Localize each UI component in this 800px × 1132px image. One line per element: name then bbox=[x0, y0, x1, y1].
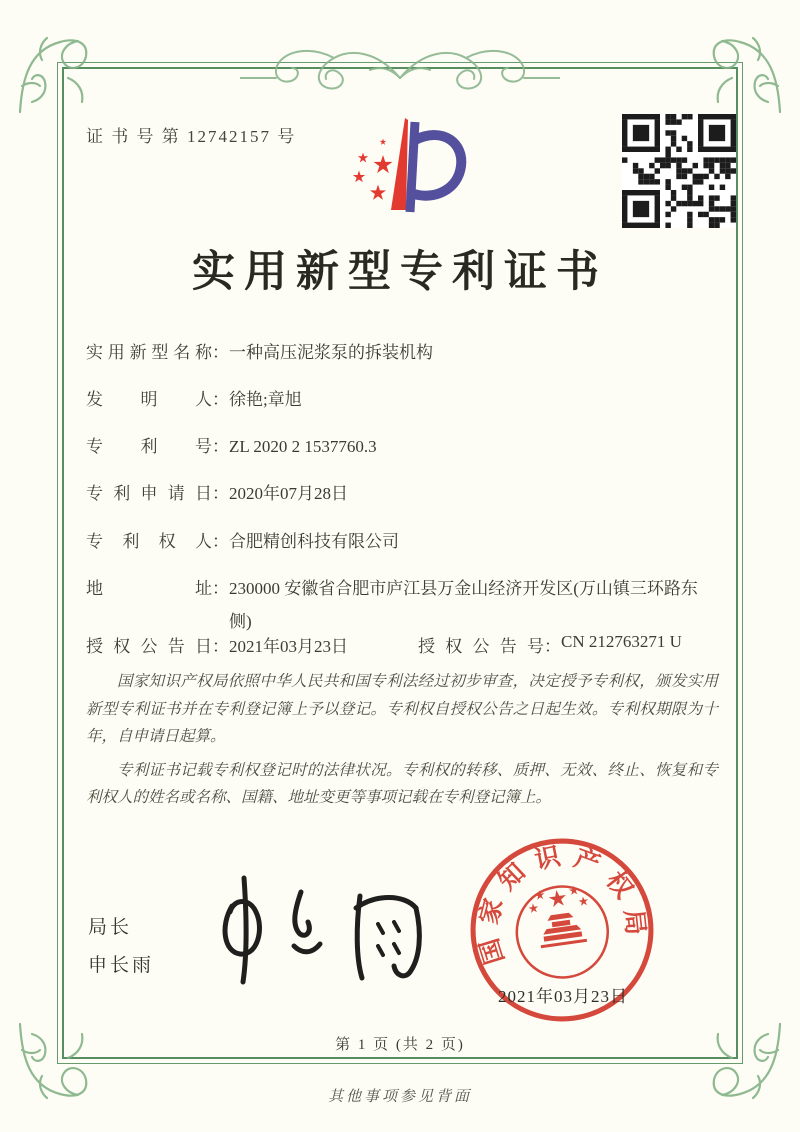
signature-handwriting bbox=[198, 866, 448, 996]
field-colon: ： bbox=[212, 390, 229, 410]
field-label: 专利申请日 bbox=[86, 484, 212, 504]
field-value: 合肥精创科技有限公司 bbox=[229, 531, 399, 551]
field-address bbox=[86, 572, 726, 638]
field-patent-number bbox=[86, 430, 726, 463]
legal-paragraph-2: 专利证书记载专利权登记时的法律状况。专利权的转移、质押、无效、终止、恢复和专利权人的姓名或名称、国籍、地址变更等事项记载在专利登记簿上。 bbox=[86, 761, 718, 807]
grant-number bbox=[418, 632, 682, 657]
field-patentee bbox=[86, 525, 726, 558]
legal-text bbox=[86, 668, 718, 818]
corner-flourish-icon bbox=[16, 16, 116, 116]
qr-code bbox=[622, 114, 736, 228]
field-value: 一种高压泥浆泵的拆装机构 bbox=[229, 343, 433, 362]
field-label: 实用新型名称 bbox=[86, 343, 212, 362]
grant-date bbox=[86, 637, 348, 656]
field-inventor bbox=[86, 383, 726, 416]
field-value: 230000 安徽省合肥市庐江县万金山经济开发区(万山镇三环路东侧) bbox=[229, 578, 698, 631]
field-colon: ： bbox=[544, 637, 561, 656]
field-list bbox=[86, 336, 726, 652]
national-emblem-icon bbox=[511, 881, 614, 984]
seal-text: 国家知识产权局 bbox=[474, 842, 650, 968]
field-label: 专利号 bbox=[86, 437, 212, 457]
field-label: 授权公告日 bbox=[86, 637, 212, 656]
field-colon: ： bbox=[212, 484, 229, 504]
field-label: 发明人 bbox=[86, 390, 212, 410]
field-value: ZL 2020 2 1537760.3 bbox=[229, 437, 377, 457]
field-label: 授权公告号 bbox=[418, 637, 544, 656]
back-side-note: 其他事项参见背面 bbox=[327, 1089, 472, 1105]
commissioner-name: 申长雨 bbox=[88, 955, 155, 976]
top-dragon-flourish-icon bbox=[240, 34, 560, 90]
grant-announcement-row bbox=[86, 632, 726, 657]
field-label: 地址 bbox=[86, 578, 212, 598]
field-colon: ： bbox=[212, 531, 229, 551]
field-colon: ： bbox=[212, 637, 229, 656]
certificate-title: 实用新型专利证书 bbox=[192, 249, 608, 296]
field-colon: ： bbox=[212, 437, 229, 457]
page-number: 第 1 页 (共 2 页) bbox=[335, 1037, 465, 1053]
field-application-date bbox=[86, 477, 726, 510]
field-utility-model-name bbox=[86, 336, 726, 369]
seal-date: 2021年03月23日 bbox=[498, 987, 628, 1006]
field-value: 徐艳;章旭 bbox=[229, 390, 302, 410]
field-label: 专利权人 bbox=[86, 531, 212, 551]
field-value: CN 212763271 U bbox=[561, 632, 682, 651]
field-colon: ： bbox=[212, 343, 229, 362]
certificate-number: 证 书 号 第 12742157 号 bbox=[86, 127, 297, 146]
field-value: 2020年07月28日 bbox=[229, 484, 348, 504]
legal-paragraph-1: 国家知识产权局依照中华人民共和国专利法经过初步审查，决定授予专利权，颁发实用新型专利证书并在专利登记簿上予以登记。专利权自授权公告之日起生效。专利权期限为十年，自申请日起算。 bbox=[86, 673, 718, 746]
cnipa-logo-icon bbox=[330, 110, 480, 235]
field-value: 2021年03月23日 bbox=[229, 637, 348, 656]
commissioner-title: 局长 bbox=[88, 917, 133, 938]
corner-flourish-icon bbox=[684, 16, 784, 116]
field-colon: ： bbox=[212, 578, 229, 598]
